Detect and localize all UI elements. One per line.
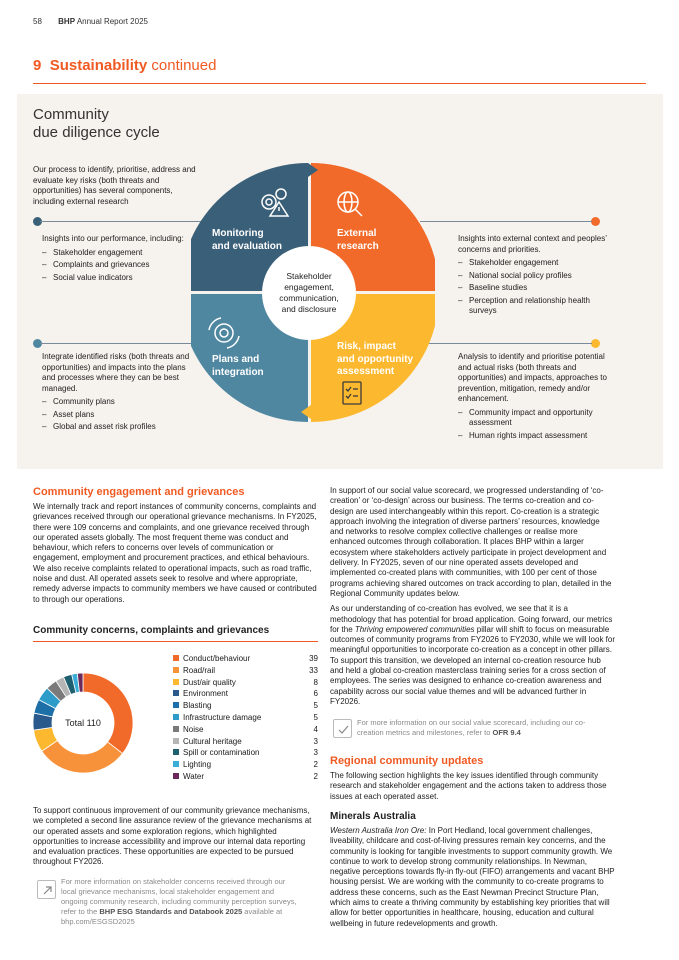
legend-label: Dust/air quality	[183, 677, 236, 687]
label-line: integration	[212, 366, 264, 378]
legend-item	[173, 678, 318, 689]
connector-dot-external	[591, 217, 600, 226]
left-bottom-intro: Integrate identified risks (both threats and opportunities) and impacts into the plans and processes where they can be best managed.	[42, 352, 190, 393]
legend-label: Conduct/behaviour	[183, 654, 251, 663]
assurance-paragraph: To support continuous improvement of our community grievance mechanisms, we completed a second line assurance review of the grievance mechanisms at our operated assets and some exploration regions, which highlighted opportunities to increase accessibility and improve our internal data reporting and evaluation practices. These opportunities are expected to be pursued throughout FY2026.	[33, 806, 312, 867]
legend-swatch	[173, 679, 179, 685]
note-link[interactable]: OFR 9.4	[492, 728, 521, 737]
report-brand: BHP	[58, 17, 76, 26]
grievance-donut-chart	[30, 670, 136, 776]
right-top-text	[458, 234, 618, 319]
regional-heading: Regional community updates	[330, 755, 484, 767]
section-number: 9	[33, 57, 42, 74]
legend-label: Road/rail	[183, 665, 216, 675]
legend-label: Noise	[183, 724, 204, 734]
engagement-heading: Community engagement and grievances	[33, 486, 245, 498]
connector-line-monitoring	[40, 221, 205, 222]
legend-swatch	[173, 773, 179, 779]
legend-value: 33	[309, 665, 318, 675]
page-number: 58	[33, 17, 42, 26]
label-line: assessment	[337, 366, 395, 377]
legend-item	[173, 666, 318, 677]
scorecard-icon	[333, 719, 352, 738]
left-top-intro: Insights into our performance, including:	[42, 234, 184, 243]
grievance-note	[61, 877, 301, 927]
legend-value: 5	[313, 701, 318, 711]
legend-item	[173, 772, 318, 783]
label-line: and evaluation	[212, 240, 283, 252]
legend-value: 39	[309, 654, 318, 663]
legend-value: 3	[313, 736, 318, 746]
engagement-paragraph: We internally track and report instances of community concerns, complaints and grievances received through our operational grievance mechanisms. In FY2025, there were 109 concerns and complaints, and one grievance received through our operated assets globally. The most frequent theme was conduct and behaviour, which refers to concerns over levels of communication or engagement, employment and procurement practices, and ethical behaviours. We also receive complaints related to operational impacts, such as road traffic, noise and dust. All operated assets seek to resolve and where appropriate, remedy adverse impacts to community members we have caused or contributed to through our operations.	[33, 502, 317, 604]
connector-dot-risk	[591, 339, 600, 348]
legend-label: Spill or contamination	[183, 748, 260, 758]
legend-item	[173, 689, 318, 700]
legend-value: 4	[313, 724, 318, 734]
legend-item	[173, 654, 318, 665]
list-item: – Baseline studies	[458, 283, 618, 294]
donut-slice-conduct-behaviour	[83, 673, 133, 754]
external-link-icon	[37, 880, 56, 899]
para2-a: As our understanding of co-creation has evolved, we see that it is a methodology that has potential for broad application. Going forward, our metrics for the	[330, 604, 613, 634]
note-text: For more information on our social value scorecard, including our co-creation metrics and milestones, refer to	[357, 718, 586, 737]
legend-value: 3	[313, 748, 318, 758]
right-bottom-intro: Analysis to identify and prioritise potential and actual risks (both threats and opportunities) and impacts, approaches to prevention, mitigation, remedy and/or enhancement.	[458, 352, 607, 403]
legend-swatch	[173, 702, 179, 708]
label-line: research	[337, 240, 379, 252]
para2-b: pillar will shift to focus on measurable outcomes of community programs from FY2026 to FY2030, while we will look for meaningful opportunities to incorporate co-creation as a concept in other pillars. To support this transition, we developed an internal co-creation resource hub and held a global co-creation masterclass training series for a cross section of employees. The series was designed to enhance co-creation awareness and capability across our social value themes and will be advanced further in FY2026.	[330, 624, 616, 706]
legend-value: 8	[313, 677, 318, 687]
legend-label: Environment	[183, 689, 228, 699]
legend-value: 6	[313, 689, 318, 699]
left-top-text	[42, 234, 192, 285]
section-name: Sustainability	[49, 57, 148, 74]
left-bottom-text	[42, 352, 192, 435]
legend-value: 5	[313, 713, 318, 722]
note-tail[interactable]: available at bhp.com/ESGSD2025	[61, 907, 283, 926]
donut-slice-road-rail	[42, 740, 123, 773]
list-item: – National social policy profiles	[458, 271, 618, 282]
waio-label: Western Australia Iron Ore:	[330, 826, 427, 835]
cocreation-paragraph: In support of our social value scorecard, we progressed understanding of ‘co-creation’ or ‘co-design’ across our business. The terms co-creation and co-design are used interchangeably within this report. Co-creation is a strategic approach involving the integration of diverse partners’ resources, knowledge and networks to resolve complex collective challenges or realise more enhanced outcomes through collaboration. It places BHP within a larger ecosystem where stakeholders actively participate in project development and delivery. In FY2025, seven of our nine operated assets developed and implemented co-created plans with communities, with 100 per cent of those programs achieving shared outcomes on track according to plan, detailed in the Regional Community updates below.	[330, 486, 612, 598]
cycle-title-line2: due diligence cycle	[33, 124, 160, 141]
segment-label-external	[337, 228, 379, 253]
section-suffix: continued	[151, 57, 217, 74]
list-item: – Community impact and opportunity assessment	[458, 408, 618, 429]
legend-value: 2	[313, 772, 318, 781]
donut-total-label: Total 110	[65, 718, 101, 728]
legend-item	[173, 748, 318, 759]
legend-swatch	[173, 667, 179, 673]
scorecard-note	[357, 718, 597, 738]
title-rule	[33, 83, 646, 84]
list-item: – Social value indicators	[42, 273, 192, 284]
legend-swatch	[173, 761, 179, 767]
center-line: Stakeholder	[286, 271, 332, 281]
legend-label: Infrastructure damage	[183, 713, 262, 722]
list-item: – Stakeholder engagement	[42, 248, 192, 259]
cycle-title	[33, 106, 160, 142]
connector-line-risk	[420, 343, 592, 344]
connector-line-external	[420, 221, 592, 222]
chart-heading: Community concerns, complaints and grievances	[33, 625, 270, 636]
center-line: engagement,	[284, 282, 334, 292]
list-item: – Stakeholder engagement	[458, 258, 618, 269]
label-line: Risk, impact	[337, 341, 396, 352]
page-header	[33, 17, 148, 26]
note-link[interactable]: BHP ESG Standards and Databook 2025	[99, 907, 243, 916]
legend-item	[173, 737, 318, 748]
para2-em: Thriving empowered communities	[354, 624, 475, 634]
legend-swatch	[173, 690, 179, 696]
waio-paragraph	[330, 826, 615, 929]
label-line: Plans and	[212, 354, 260, 365]
center-line: communication,	[279, 293, 339, 303]
legend-swatch	[173, 738, 179, 744]
list-item: – Perception and relationship health surveys	[458, 296, 618, 317]
note-text: For more information on stakeholder concerns received through our local grievance mechanisms, local stakeholder engagement and ongoing community research, including community perception surveys, refer to the	[61, 877, 297, 916]
segment-label-monitoring	[212, 228, 282, 253]
legend-item	[173, 725, 318, 736]
right-column	[330, 486, 615, 712]
center-line: and disclosure	[281, 304, 337, 314]
label-line: External	[337, 228, 377, 239]
list-item: – Human rights impact assessment	[458, 431, 618, 442]
list-item: – Community plans	[42, 397, 192, 408]
legend-value: 2	[313, 760, 318, 770]
segment-label-risk	[337, 341, 413, 379]
cycle-intro: Our process to identify, prioritise, address and evaluate key risks (both threats and opportunities) has several components, including external research	[33, 165, 196, 206]
legend-swatch	[173, 655, 179, 661]
label-line: and opportunity	[337, 353, 414, 365]
section-title	[33, 57, 216, 74]
right-top-intro: Insights into external context and peoples’ concerns and priorities.	[458, 234, 607, 254]
legend-swatch	[173, 726, 179, 732]
cocreation-evolution-paragraph	[330, 604, 615, 707]
connector-line-plans	[40, 343, 205, 344]
legend-label: Lighting	[183, 760, 212, 770]
waio-text: In Port Hedland, local government challenges, liveability, childcare and cost-of-living pressures remain key concerns, and the community is looking for tangible investments to support community growth. We continue to work to develop strong community relationships. In Newman, negative perceptions towards fly-in fly-out (FIFO) arrangements and vacant BHP housing persist. We are working with the community to co-create programs to address these concerns, such as the East Newman Precinct Structure Plan, which aims to create a thriving community by establishing key priorities that will allow for better opportunities in healthcare, housing, education and cultural wellbeing in future redevelopments and growth.	[330, 826, 615, 928]
list-item: – Global and asset risk profiles	[42, 422, 192, 433]
chart-rule	[33, 641, 318, 642]
legend-label: Water	[183, 772, 205, 781]
legend-swatch	[173, 714, 179, 720]
chart-legend	[173, 654, 318, 794]
legend-item	[173, 760, 318, 771]
legend-item	[173, 713, 318, 724]
list-item: – Complaints and grievances	[42, 260, 192, 271]
legend-swatch	[173, 749, 179, 755]
report-title: Annual Report 2025	[76, 17, 148, 26]
right-bottom-text	[458, 352, 618, 443]
legend-label: Cultural heritage	[183, 736, 242, 746]
list-item: – Asset plans	[42, 410, 192, 421]
regional-intro: The following section highlights the key issues identified through community research and stakeholder engagement and the actions taken to address those issues at each operated asset.	[330, 771, 607, 801]
segment-label-plans	[212, 354, 264, 379]
center-label	[262, 271, 356, 315]
label-line: Monitoring	[212, 228, 264, 239]
legend-label: Blasting	[183, 701, 212, 711]
minerals-australia-heading: Minerals Australia	[330, 811, 416, 822]
cycle-title-line1: Community	[33, 106, 109, 123]
legend-item	[173, 701, 318, 712]
